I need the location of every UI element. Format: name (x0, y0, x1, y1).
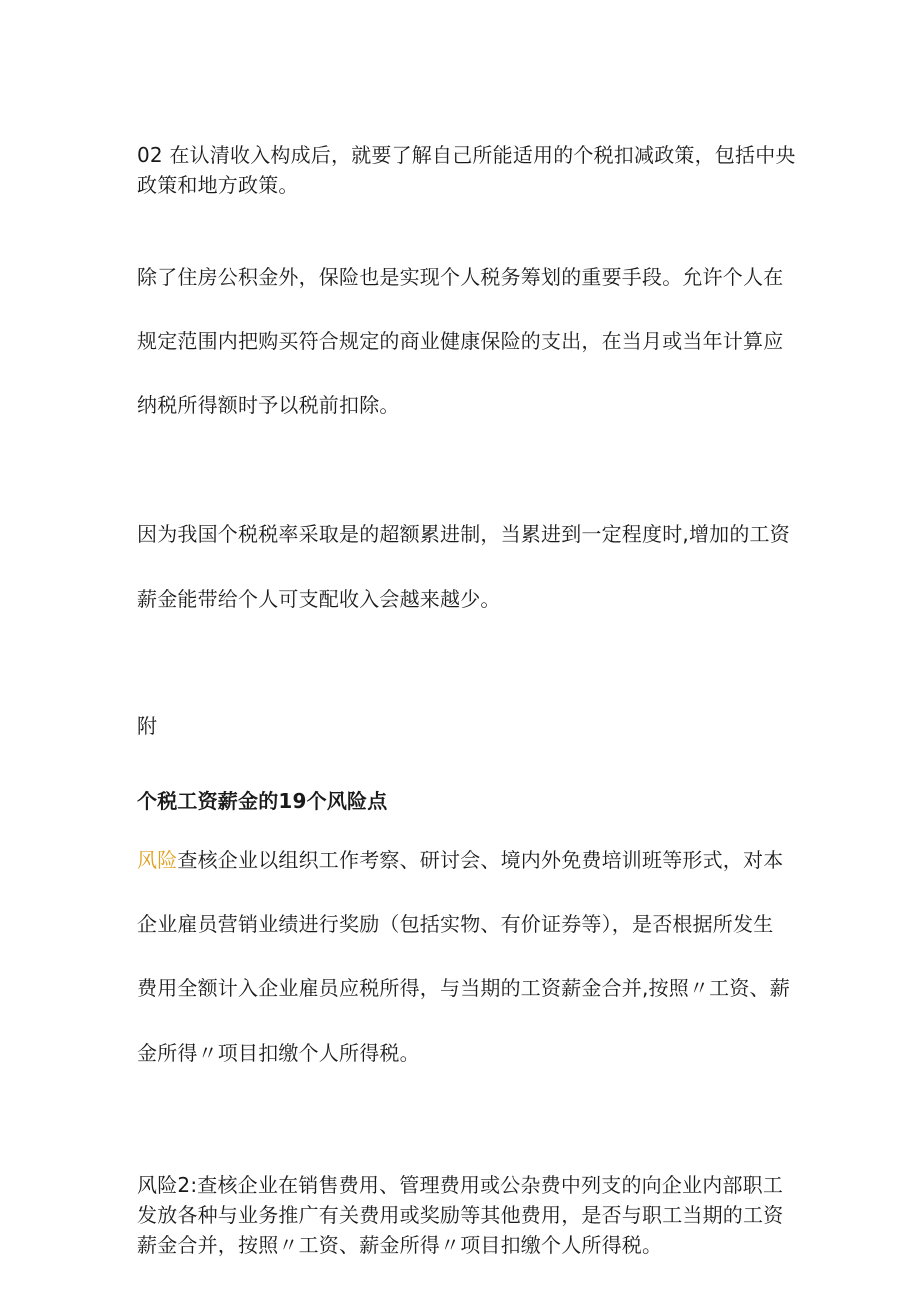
section-02-line-2: 政策和地方政策。 (137, 173, 299, 197)
insurance-line-2: 规定范围内把购买符合规定的商业健康保险的支出，在当月或当年计算应 (137, 329, 784, 353)
risk-2-line-2: 发放各种与业务推广有关费用或奖励等其他费用，是否与职工当期的工资 (137, 1203, 784, 1227)
risk-1-line-4: 金所得〃项目扣缴个人所得税。 (137, 1041, 420, 1065)
risk-2-line-3: 薪金合并，按照〃工资、薪金所得〃项目扣缴个人所得税。 (137, 1233, 663, 1257)
insurance-line-1: 除了住房公积金外，保险也是实现个人税务筹划的重要手段。允许个人在 (137, 265, 784, 289)
risk-2-line-1: 风险2:查核企业在销售费用、管理费用或公杂费中列支的向企业内部职工 (137, 1173, 784, 1197)
progressive-line-1: 因为我国个税税率采取是的超额累进制，当累进到一定程度时,增加的工资 (137, 522, 790, 546)
insurance-line-3: 纳税所得额时予以税前扣除。 (137, 393, 400, 417)
progressive-line-2: 薪金能带给个人可支配收入会越来越少。 (137, 587, 501, 611)
risk-1-line-1-text: 查核企业以组织工作考察、研讨会、境内外免费培训班等形式，对本 (177, 848, 784, 872)
appendix-label: 附 (137, 714, 158, 738)
risk-1-line-3: 费用全额计入企业雇员应税所得，与当期的工资薪金合并,按照〃工资、薪 (137, 976, 790, 1000)
section-02-line-1: 02 在认清收入构成后，就要了解自己所能适用的个税扣减政策，包括中央 (137, 143, 796, 167)
risk-1-line-2: 企业雇员营销业绩进行奖励（包括实物、有价证券等），是否根据所发生 (137, 912, 774, 936)
appendix-title: 个税工资薪金的19个风险点 (137, 789, 388, 813)
risk-1-line-1 (137, 845, 797, 875)
risk-1-label: 风险 (137, 848, 178, 872)
